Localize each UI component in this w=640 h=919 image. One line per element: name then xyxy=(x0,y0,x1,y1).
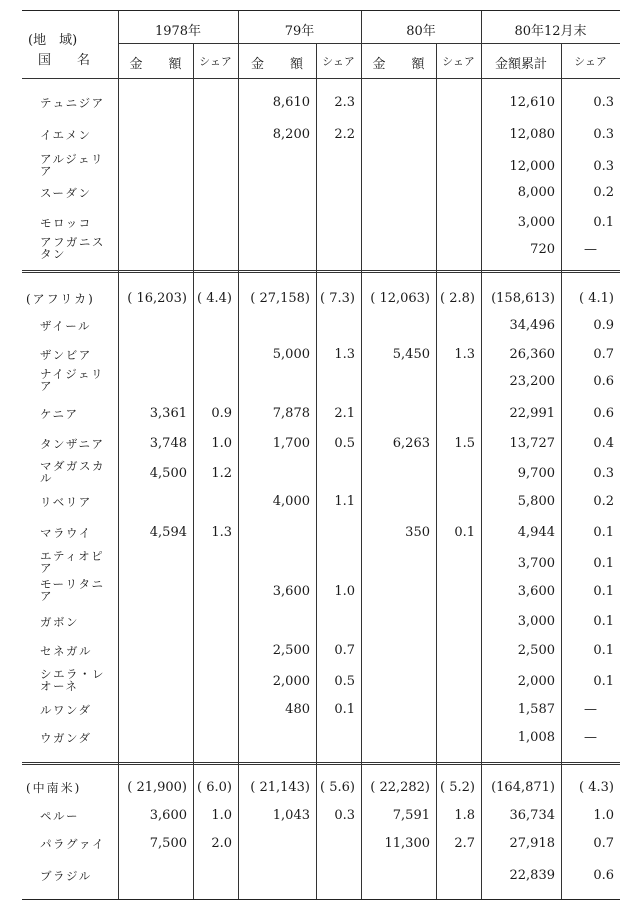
cell-s79 xyxy=(316,213,355,233)
cell-a78: 4,500 xyxy=(149,466,187,481)
cell-s79 xyxy=(316,183,355,203)
cell-s78 xyxy=(193,554,232,574)
cell-a78 xyxy=(118,183,187,203)
cell-a78 xyxy=(118,866,187,886)
cell-s78 xyxy=(193,728,232,748)
cell-a80: ( 12,063) xyxy=(370,291,430,306)
cell-a79 xyxy=(238,183,310,203)
cell-s79: 2.1 xyxy=(334,406,355,421)
cell-a80: 7,591 xyxy=(392,808,430,823)
cell-scum: 0.3 xyxy=(593,159,614,174)
region-label: (地 域) xyxy=(28,33,78,48)
amount-header: 金 額 xyxy=(129,57,182,72)
cell-s79: 0.3 xyxy=(334,808,355,823)
cell-cum: 3,000 xyxy=(517,215,555,230)
cell-s80 xyxy=(436,125,475,145)
cell-s80 xyxy=(436,492,475,512)
cell-a79 xyxy=(238,612,310,632)
cell-cum: 12,080 xyxy=(509,127,555,142)
cell-cum: 27,918 xyxy=(509,836,555,851)
cell-cum: 22,991 xyxy=(509,406,555,421)
cell-cum: 26,360 xyxy=(509,347,555,362)
cell-cum: 12,000 xyxy=(509,159,555,174)
country-name: モロッコ xyxy=(40,216,92,230)
cell-s78 xyxy=(193,125,232,145)
cell-s78: 0.9 xyxy=(211,406,232,421)
country-name: ナイジェリア xyxy=(40,367,104,393)
country-name: ペルー xyxy=(40,809,79,823)
cell-s78 xyxy=(193,213,232,233)
cell-a79: 1,700 xyxy=(272,436,310,451)
cell-cum: 34,496 xyxy=(509,318,555,333)
cell-s79 xyxy=(316,834,355,854)
country-name: ザイール xyxy=(40,319,91,333)
cell-a79 xyxy=(238,372,310,392)
cell-s78 xyxy=(193,240,232,260)
cell-s78 xyxy=(193,700,232,720)
cell-a78 xyxy=(118,700,187,720)
cell-a80 xyxy=(361,183,430,203)
cell-a78 xyxy=(118,641,187,661)
cell-a80 xyxy=(361,612,430,632)
cell-a80 xyxy=(361,582,430,602)
cell-a79 xyxy=(238,523,310,543)
cell-s80 xyxy=(436,700,475,720)
cell-a78: 3,600 xyxy=(149,808,187,823)
section-divider-latin-america xyxy=(22,762,620,765)
loan-table xyxy=(22,10,620,900)
cell-s79 xyxy=(316,554,355,574)
cell-a80 xyxy=(361,866,430,886)
country-name: リベリア xyxy=(40,495,92,509)
cell-s78 xyxy=(193,93,232,113)
cell-scum: — xyxy=(584,702,597,717)
cell-s80 xyxy=(436,316,475,336)
cell-cum: 23,200 xyxy=(509,374,555,389)
cell-cum: 1,587 xyxy=(517,702,555,717)
cell-cum: 22,839 xyxy=(509,868,555,883)
cell-a79: 7,878 xyxy=(272,406,310,421)
cell-a80 xyxy=(361,213,430,233)
cell-cum: 8,000 xyxy=(517,185,555,200)
cell-cum: 2,000 xyxy=(517,674,555,689)
country-name: マラウイ xyxy=(40,526,92,540)
cell-a78: 3,748 xyxy=(149,436,187,451)
country-name: マダガスカル xyxy=(40,459,105,485)
cell-s80 xyxy=(436,728,475,748)
country-name: アルジェリア xyxy=(40,152,105,178)
cell-a79: 8,200 xyxy=(272,127,310,142)
cell-scum: 0.9 xyxy=(593,318,614,333)
cell-s79 xyxy=(316,866,355,886)
country-name: (中南米) xyxy=(26,781,82,795)
cell-a79: 3,600 xyxy=(272,584,310,599)
cell-s78: 2.0 xyxy=(211,836,232,851)
cell-scum: 0.7 xyxy=(593,836,614,851)
cell-a79 xyxy=(238,834,310,854)
cell-s80 xyxy=(436,464,475,484)
cell-scum: 0.1 xyxy=(593,614,614,629)
cell-s78 xyxy=(193,582,232,602)
cell-a79 xyxy=(238,554,310,574)
cell-a78: ( 21,900) xyxy=(127,780,187,795)
cell-a79: 8,610 xyxy=(272,95,310,110)
cell-a78 xyxy=(118,157,187,177)
cell-s78: 1.0 xyxy=(211,436,232,451)
cell-s80 xyxy=(436,866,475,886)
cell-a78 xyxy=(118,316,187,336)
country-name: ウガンダ xyxy=(40,731,92,745)
cumulative-header: 金額累計 xyxy=(494,57,547,72)
cell-a79 xyxy=(238,866,310,886)
cell-a79 xyxy=(238,213,310,233)
cell-a80 xyxy=(361,157,430,177)
country-name: シエラ・レオーネ xyxy=(40,667,105,693)
cell-cum: 9,700 xyxy=(517,466,555,481)
cell-scum: 0.1 xyxy=(593,584,614,599)
amount-header: 金 額 xyxy=(372,57,425,72)
cell-cum: (164,871) xyxy=(491,780,555,795)
cell-s78 xyxy=(193,372,232,392)
cell-a78 xyxy=(118,728,187,748)
cell-scum: 0.7 xyxy=(593,347,614,362)
country-name: スーダン xyxy=(40,186,92,200)
cell-s78 xyxy=(193,345,232,365)
cell-s80 xyxy=(436,183,475,203)
cell-scum: 0.3 xyxy=(593,95,614,110)
cell-a80 xyxy=(361,672,430,692)
header-divider xyxy=(22,78,620,79)
cell-a78 xyxy=(118,213,187,233)
cell-a80 xyxy=(361,492,430,512)
cell-s79: ( 5.6) xyxy=(320,780,355,795)
cell-scum: 0.3 xyxy=(593,127,614,142)
cell-scum: 0.2 xyxy=(593,185,614,200)
cell-s79 xyxy=(316,157,355,177)
cell-s80 xyxy=(436,157,475,177)
cell-cum: 720 xyxy=(530,242,555,257)
cell-s79: 0.5 xyxy=(334,674,355,689)
cell-s79 xyxy=(316,316,355,336)
country-name: ルワンダ xyxy=(40,703,92,717)
cell-a80 xyxy=(361,125,430,145)
share-header: シェア xyxy=(199,55,232,68)
amount-header: 金 額 xyxy=(250,57,303,72)
cell-a80: 350 xyxy=(405,525,430,540)
section-divider-africa xyxy=(22,270,620,273)
cell-s80: 1.3 xyxy=(454,347,475,362)
cell-scum: 0.4 xyxy=(593,436,614,451)
cell-s80: 1.8 xyxy=(454,808,475,823)
cell-a78 xyxy=(118,93,187,113)
cell-a79: ( 27,158) xyxy=(250,291,310,306)
cell-s78: 1.3 xyxy=(211,525,232,540)
country-name: タンザニア xyxy=(40,437,105,451)
cell-a78 xyxy=(118,612,187,632)
cell-a80 xyxy=(361,240,430,260)
cell-s80 xyxy=(436,372,475,392)
cell-a80 xyxy=(361,700,430,720)
cell-s79: 0.1 xyxy=(334,702,355,717)
cell-s78 xyxy=(193,866,232,886)
cell-a79 xyxy=(238,157,310,177)
cell-scum: 0.1 xyxy=(593,556,614,571)
cell-a80: 6,263 xyxy=(392,436,430,451)
cell-scum: 0.6 xyxy=(593,406,614,421)
cell-a80: 5,450 xyxy=(392,347,430,362)
cell-a79 xyxy=(238,316,310,336)
cell-a80 xyxy=(361,554,430,574)
cell-a79: 1,043 xyxy=(272,808,310,823)
cell-a80 xyxy=(361,372,430,392)
cell-scum: 1.0 xyxy=(593,808,614,823)
cell-a79: ( 21,143) xyxy=(250,780,310,795)
cell-s78: ( 4.4) xyxy=(197,291,232,306)
cell-a80 xyxy=(361,464,430,484)
country-name: ガボン xyxy=(40,615,79,629)
cell-scum: ( 4.1) xyxy=(579,291,614,306)
cell-cum: 4,944 xyxy=(517,525,555,540)
cell-cum: 12,610 xyxy=(509,95,555,110)
cell-s78 xyxy=(193,316,232,336)
cell-a78: ( 16,203) xyxy=(127,291,187,306)
year-79-header: 79年 xyxy=(284,24,315,39)
cell-s79 xyxy=(316,464,355,484)
cell-s79 xyxy=(316,372,355,392)
cell-s80: 2.7 xyxy=(454,836,475,851)
cell-a79 xyxy=(238,464,310,484)
cell-scum: 0.1 xyxy=(593,525,614,540)
country-name: セネガル xyxy=(40,644,92,658)
cell-s80 xyxy=(436,554,475,574)
cell-cum: 5,800 xyxy=(517,494,555,509)
cell-a78: 4,594 xyxy=(149,525,187,540)
cell-a78: 7,500 xyxy=(149,836,187,851)
country-label: 国 名 xyxy=(38,53,91,68)
cell-cum: 2,500 xyxy=(517,643,555,658)
cell-a78 xyxy=(118,372,187,392)
year-80-dec-header: 80年12月末 xyxy=(514,24,587,39)
cell-s78 xyxy=(193,672,232,692)
cell-s79 xyxy=(316,612,355,632)
cell-scum: 0.1 xyxy=(593,215,614,230)
cell-s80 xyxy=(436,213,475,233)
cell-s78: ( 6.0) xyxy=(197,780,232,795)
cell-scum: 0.6 xyxy=(593,374,614,389)
cell-a80 xyxy=(361,404,430,424)
cell-a80 xyxy=(361,93,430,113)
cell-scum: 0.6 xyxy=(593,868,614,883)
country-name: ザンビア xyxy=(40,348,92,362)
cell-cum: 1,008 xyxy=(517,730,555,745)
country-name: エティオピア xyxy=(40,549,105,575)
cell-scum: 0.1 xyxy=(593,674,614,689)
cell-a78 xyxy=(118,240,187,260)
cell-s80 xyxy=(436,641,475,661)
cell-s79 xyxy=(316,728,355,748)
cell-s78: 1.0 xyxy=(211,808,232,823)
year-80-header: 80年 xyxy=(406,24,436,39)
cell-scum: — xyxy=(584,730,597,745)
cell-s78 xyxy=(193,157,232,177)
cell-cum: 3,600 xyxy=(517,584,555,599)
cell-s78 xyxy=(193,183,232,203)
cell-s79: 1.1 xyxy=(334,494,355,509)
country-name: イエメン xyxy=(40,128,92,142)
cell-s80: 0.1 xyxy=(454,525,475,540)
cell-a79: 5,000 xyxy=(272,347,310,362)
cell-s80 xyxy=(436,672,475,692)
cell-a80 xyxy=(361,728,430,748)
cell-a79: 2,000 xyxy=(272,674,310,689)
cell-s79 xyxy=(316,240,355,260)
cell-a78 xyxy=(118,492,187,512)
cell-a80 xyxy=(361,641,430,661)
country-name: (アフリカ) xyxy=(26,292,95,306)
cell-s79: 1.3 xyxy=(334,347,355,362)
country-name: テュニジア xyxy=(40,96,105,110)
cell-s80 xyxy=(436,612,475,632)
cell-a79 xyxy=(238,728,310,748)
share-header: シェア xyxy=(442,55,475,68)
country-name: アフガニスタン xyxy=(40,235,105,261)
cell-scum: 0.3 xyxy=(593,466,614,481)
cell-cum: 36,734 xyxy=(509,808,555,823)
cell-s78: 1.2 xyxy=(211,466,232,481)
cell-s80 xyxy=(436,93,475,113)
cell-a78 xyxy=(118,554,187,574)
year-1978-header: 1978年 xyxy=(154,24,202,39)
cell-s80: ( 2.8) xyxy=(440,291,475,306)
cell-s79: 1.0 xyxy=(334,584,355,599)
cell-s78 xyxy=(193,641,232,661)
cell-a80: 11,300 xyxy=(384,836,430,851)
cell-s78 xyxy=(193,612,232,632)
cell-a79: 4,000 xyxy=(272,494,310,509)
cell-a79 xyxy=(238,240,310,260)
cell-s78 xyxy=(193,492,232,512)
cell-a79: 2,500 xyxy=(272,643,310,658)
cell-a78: 3,361 xyxy=(149,406,187,421)
cell-scum: — xyxy=(584,242,597,257)
cell-s80 xyxy=(436,240,475,260)
country-name: ケニア xyxy=(40,407,79,421)
cell-s80 xyxy=(436,404,475,424)
cell-cum: (158,613) xyxy=(491,291,555,306)
share-header: シェア xyxy=(574,55,607,68)
cell-a78 xyxy=(118,345,187,365)
cell-scum: 0.2 xyxy=(593,494,614,509)
cell-a80 xyxy=(361,316,430,336)
cell-cum: 3,700 xyxy=(517,556,555,571)
cell-a80: ( 22,282) xyxy=(370,780,430,795)
cell-scum: 0.1 xyxy=(593,643,614,658)
share-header: シェア xyxy=(322,55,355,68)
cell-s79: 0.5 xyxy=(334,436,355,451)
cell-a79: 480 xyxy=(285,702,310,717)
cell-s79: 0.7 xyxy=(334,643,355,658)
cell-s79: 2.2 xyxy=(334,127,355,142)
cell-s79: 2.3 xyxy=(334,95,355,110)
country-name: ブラジル xyxy=(40,869,92,883)
country-name: パラグァイ xyxy=(40,837,105,851)
cell-cum: 3,000 xyxy=(517,614,555,629)
cell-s80 xyxy=(436,582,475,602)
cell-cum: 13,727 xyxy=(509,436,555,451)
cell-s79 xyxy=(316,523,355,543)
cell-s79: ( 7.3) xyxy=(320,291,355,306)
cell-scum: ( 4.3) xyxy=(579,780,614,795)
cell-a78 xyxy=(118,582,187,602)
country-name: モーリタニア xyxy=(40,577,105,603)
cell-a78 xyxy=(118,672,187,692)
cell-s80: 1.5 xyxy=(454,436,475,451)
cell-s80: ( 5.2) xyxy=(440,780,475,795)
cell-a78 xyxy=(118,125,187,145)
